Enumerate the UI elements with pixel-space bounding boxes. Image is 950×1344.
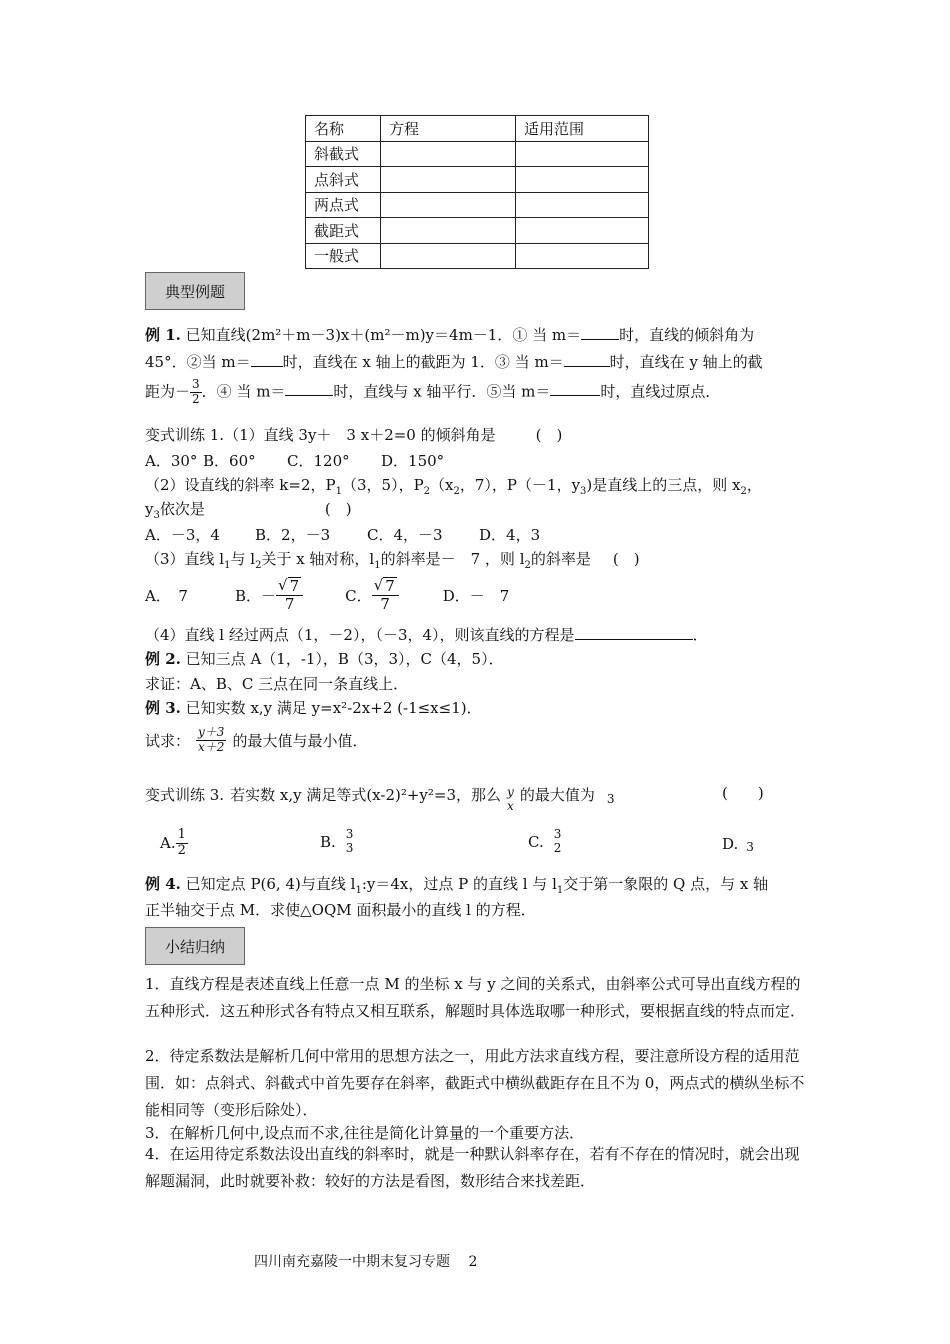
subscript: 1 — [556, 885, 564, 896]
option-c: C．4，－3 — [367, 526, 443, 544]
sqrt — [278, 577, 301, 595]
text: 正半轴交于点 M．求使△OQM 面积最小的直线 l 的方程． — [145, 901, 536, 919]
subscript: 2 — [453, 486, 460, 497]
subscript: 1 — [224, 560, 231, 571]
summary-item-1: 1．直线方程是表述直线上任意一点 M 的坐标 x 与 y 之间的关系式，由斜率公式可导出直线方程的五种形式．这五种形式各有特点又相互联系，解题时具体选取哪一种形式，要根据直线的特点而定． — [145, 975, 806, 1020]
example-label: 例 1. — [145, 326, 181, 344]
text: 已知实数 x,y 满足 y=x²-2x+2 (-1≤x≤1)． — [185, 699, 482, 717]
table-cell-empty — [516, 243, 649, 269]
example-1-line-3 — [145, 378, 720, 407]
table-row — [306, 218, 649, 244]
text: （1）直线 3y＋ 3 x＋2=0 的倾斜角是 — [224, 426, 496, 444]
example-3-line-1 — [145, 697, 482, 718]
text: 关于 x 轴对称，l — [261, 550, 375, 568]
table-cell-form: 点斜式 — [306, 167, 381, 193]
fraction-numerator — [372, 577, 399, 596]
option-c: C． — [345, 586, 372, 605]
subscript: 1 — [374, 560, 381, 571]
radicand: 7 — [385, 576, 395, 595]
text: 已知三点 A（1，-1），B（3，3），C（4，5）． — [185, 650, 504, 668]
text: 与 l — [230, 550, 256, 568]
option-a: A．－3，4 — [145, 526, 220, 544]
subscript: 1 — [355, 885, 362, 896]
option-b: B．－ — [235, 586, 277, 605]
fraction — [276, 577, 303, 614]
answer-blank — [251, 352, 283, 367]
fraction-denominator: 7 — [284, 595, 295, 613]
text: （4）直线 l 经过两点（1，－2），（－3，4），则该直线的方程是 — [145, 626, 575, 644]
text: （3）直线 l — [145, 550, 225, 568]
text: （3，5），P — [341, 476, 424, 494]
table-cell-empty — [381, 167, 516, 193]
training-3-answer-paren: ( ) — [722, 784, 764, 802]
answer-paren: ( ) — [324, 500, 352, 518]
section-heading-summary — [145, 927, 245, 965]
radicand: 7 — [289, 576, 300, 595]
line-forms-table — [305, 115, 649, 269]
text: 时，直线过原点． — [600, 382, 721, 401]
table-cell-empty — [516, 141, 649, 167]
option-a: A． 7 — [145, 586, 188, 605]
example-4-line-1 — [145, 873, 768, 896]
table-cell-form: 两点式 — [306, 192, 381, 218]
fraction — [176, 828, 188, 859]
fraction-numerator: 3 — [192, 377, 200, 391]
table-header-name: 名称 — [306, 116, 381, 142]
text: ． — [692, 626, 708, 644]
summary-item-2: 2．待定系数法是解析几何中常用的思想方法之一，用此方法求直线方程，要注意所设方程的适用范围．如：点斜式、斜截式中首先要存在斜率，截距式中横纵截距存在且不为 0，两点式的横纵坐标不能相同等（变形后除处）． — [145, 1047, 805, 1119]
table-cell-empty — [516, 218, 649, 244]
text: 时，直线在 y 轴上的截 — [609, 353, 763, 371]
option-b: B．60° — [203, 452, 256, 470]
fraction-numerator: y＋3 — [198, 725, 225, 739]
subscript: 2 — [524, 560, 531, 571]
fraction — [552, 828, 564, 856]
fraction-denominator: x＋2 — [198, 739, 225, 754]
table-cell-empty — [381, 218, 516, 244]
example-1-line-1 — [145, 324, 754, 345]
option-label: A. — [160, 834, 176, 853]
training-3-option-b — [320, 828, 355, 856]
training-1-q2-line-2 — [145, 498, 352, 521]
footer-text: 四川南充嘉陵一中期末复习专题 — [254, 1254, 450, 1270]
example-label: 例 4. — [145, 875, 181, 893]
summary-item-3: 3．在解析几何中,设点而不求,往往是简化计算量的一个重要方法． — [145, 1124, 585, 1142]
text: 已知直线(2m²＋m－3)x＋(m²－m)y＝4m－1．① 当 m＝ — [185, 326, 582, 344]
subscript: 2 — [740, 486, 747, 497]
answer-paren: ( ) — [612, 550, 640, 568]
option-d: D．－ 7 — [442, 586, 510, 605]
fraction-denominator: 2 — [177, 842, 186, 858]
training-3-option-d — [722, 834, 754, 854]
option-d: D．4，3 — [479, 526, 541, 544]
training-3-option-c — [528, 828, 563, 856]
option-d: D．150° — [381, 452, 445, 470]
subscript: 2 — [255, 560, 262, 571]
fraction — [505, 786, 516, 814]
example-label: 例 2. — [145, 650, 181, 668]
fraction-numerator: 1 — [177, 827, 186, 842]
page-number: 2 — [468, 1254, 478, 1270]
table-cell-form: 截距式 — [306, 218, 381, 244]
option-label: B. — [320, 832, 336, 851]
text: 依次是 — [159, 500, 205, 518]
fraction-denominator: x — [507, 798, 514, 813]
table-row — [306, 141, 649, 167]
text: 时，直线在 x 轴上的截距为 1．③ 当 m＝ — [282, 353, 564, 371]
option-value: 3 — [746, 840, 754, 854]
table-row — [306, 192, 649, 218]
example-1-line-2 — [145, 351, 763, 372]
option-b: B．2，－3 — [255, 526, 331, 544]
fraction-denominator: 3 — [345, 840, 354, 855]
fraction — [196, 726, 226, 755]
text: 时，直线与 x 轴平行．⑤当 m＝ — [333, 382, 551, 401]
section-heading-text: 小结归纳 — [164, 937, 225, 956]
training-1-q3 — [145, 548, 640, 571]
text: 若实数 x,y 满足等式(x-2)²+y²=3，那么 — [230, 786, 502, 805]
sqrt-sign: √ — [278, 575, 288, 594]
option-label: C. — [528, 832, 544, 851]
fraction-denominator: 2 — [553, 840, 562, 855]
fraction-numerator: 3 — [345, 827, 354, 841]
training-1-q4 — [145, 624, 708, 645]
fraction-numerator: 3 — [553, 827, 562, 841]
text: 时，直线的倾斜角为 — [619, 326, 755, 344]
fraction — [190, 378, 202, 407]
example-3-line-2 — [145, 726, 367, 755]
text: ，7），P（－1，y — [459, 476, 581, 494]
example-label: 例 3. — [145, 699, 181, 717]
summary-item-4: 4．在运用待定系数法设出直线的斜率时，就是一种默认斜率存在，若有不存在的情况时，就会出现解题漏洞，此时就要补救：较好的方法是看图，数形结合来找差距． — [145, 1145, 800, 1190]
text: 的最大值与最小值． — [232, 731, 368, 750]
table-cell-empty — [516, 167, 649, 193]
text: )是直线上的三点，则 x — [586, 476, 741, 494]
example-4-line-2 — [145, 899, 536, 920]
table-cell-empty — [381, 192, 516, 218]
text: 交于第一象限的 Q 点，与 x 轴 — [563, 875, 769, 893]
text: 45°．②当 m＝ — [145, 353, 251, 371]
text: 已知定点 P(6, 4)与直线 l — [185, 875, 356, 893]
table-header-row — [306, 116, 649, 142]
training-1-q2-options — [145, 524, 540, 545]
table-header-equation: 方程 — [381, 116, 516, 142]
stray-value: 3 — [606, 791, 615, 806]
example-2-line-2 — [145, 673, 408, 694]
sqrt-sign: √ — [373, 575, 384, 594]
sqrt — [374, 577, 397, 595]
option-label: D. — [722, 835, 739, 853]
fraction-numerator — [276, 577, 303, 596]
example-2-line-1 — [145, 648, 504, 669]
answer-blank — [575, 625, 693, 640]
section-heading-text: 典型例题 — [164, 282, 225, 301]
page-footer — [254, 1251, 477, 1271]
training-3-question — [145, 776, 614, 814]
subscript: 1 — [335, 486, 342, 497]
table-cell-empty — [381, 243, 516, 269]
fraction-denominator: 7 — [380, 595, 390, 613]
text: 的斜率是 — [530, 550, 591, 568]
fraction-numerator: y — [507, 785, 514, 799]
text: 求证：A、B、C 三点在同一条直线上． — [145, 675, 409, 693]
table-cell-empty — [381, 141, 516, 167]
training-1-q2-line-1 — [145, 474, 762, 497]
text: 试求： — [145, 731, 191, 750]
answer-blank — [285, 381, 333, 396]
answer-blank — [564, 352, 610, 367]
answer-paren: ( ) — [535, 426, 563, 444]
table-cell-form: 一般式 — [306, 243, 381, 269]
training-1-q3-options — [145, 572, 509, 618]
training-1-q1-options — [145, 450, 444, 471]
text: 距为－ — [145, 382, 191, 401]
text: ．④ 当 m＝ — [201, 382, 286, 401]
text: 的斜率是－ 7 ，则 l — [380, 550, 525, 568]
answer-blank — [550, 381, 600, 396]
option-c: C．120° — [287, 452, 350, 470]
text: 的最大值为 — [519, 786, 595, 805]
training-label: 变式训练 3. — [145, 786, 225, 805]
table-row — [306, 167, 649, 193]
answer-blank — [581, 325, 619, 340]
text: ， — [746, 476, 762, 494]
fraction — [372, 577, 399, 614]
table-header-range: 适用范围 — [516, 116, 649, 142]
training-label: 变式训练 1. — [145, 426, 225, 444]
section-heading-examples — [145, 272, 245, 310]
subscript: 3 — [153, 510, 160, 521]
text: :y＝4x，过点 P 的直线 l 与 l — [361, 875, 557, 893]
subscript: 3 — [580, 486, 587, 497]
training-1-q1 — [145, 424, 562, 445]
subscript: 2 — [423, 486, 431, 497]
table-row — [306, 243, 649, 269]
fraction-denominator: 2 — [192, 391, 200, 406]
table-cell-empty — [516, 192, 649, 218]
training-3-option-a — [160, 828, 188, 859]
text: （2）设直线的斜率 k=2，P — [145, 476, 336, 494]
text: （x — [430, 476, 454, 494]
fraction — [344, 828, 356, 856]
table-cell-form: 斜截式 — [306, 141, 381, 167]
option-a: A．30° — [145, 452, 198, 470]
text: y — [145, 500, 154, 518]
